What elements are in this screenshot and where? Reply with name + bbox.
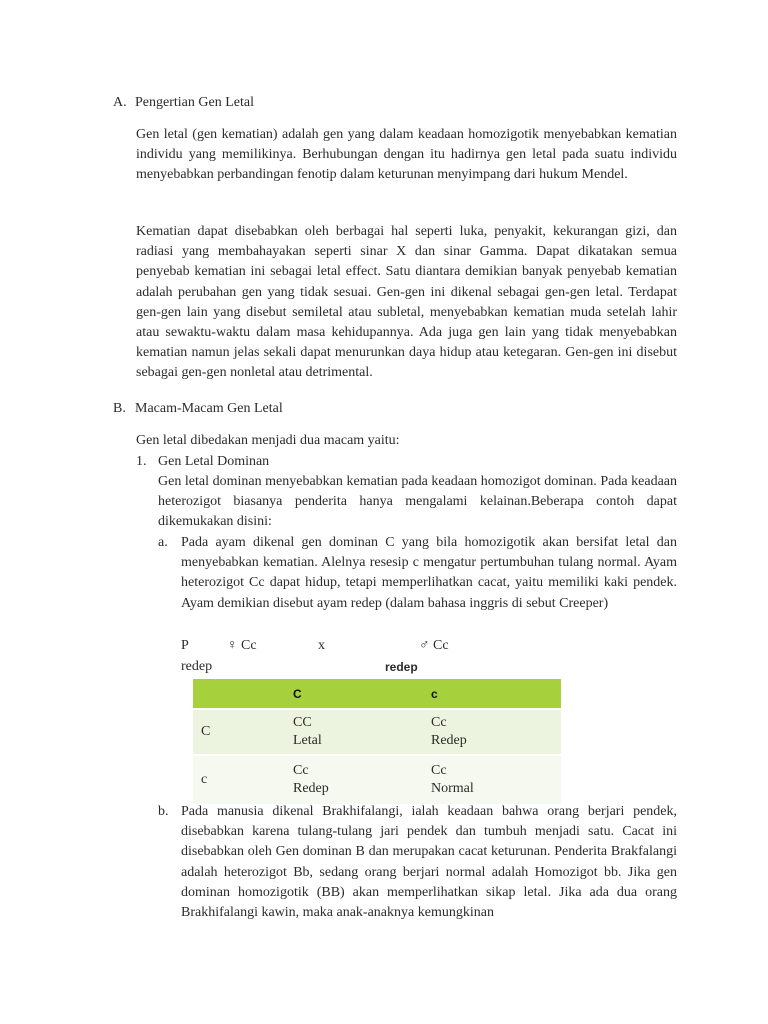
cross-female: ♀ Cc xyxy=(227,638,257,653)
sub-b-letter: b. xyxy=(158,804,169,819)
item-1-title: Gen Letal Dominan xyxy=(158,454,270,469)
section-a-number: A. xyxy=(113,95,127,110)
section-a-heading xyxy=(113,93,254,113)
cross-label-left: redep xyxy=(181,659,213,674)
sub-a-letter: a. xyxy=(158,535,168,550)
sub-b-text: Pada manusia dikenal Brakhifalangi, ialah keadaan bahwa orang berjari pendek, disebabkan karena tulang-tulang jari pendek dan tumbuh menjadi satu. Cacat ini disebabkan oleh Gen dominan B dan merupakan cacat keturunan. Penderita Brakfalangi adalah heterozigot Bb, sedang orang berjari normal adalah Homozigot bb. Jika gen dominan homozigotik (BB) akan memperlihatkan sikap letal. Jika ada dua orang Brakhifalangi kawin, maka anak-anaknya kemungkinan xyxy=(181,804,677,921)
punnett-phenotype: Redep xyxy=(293,781,329,796)
cross-x: x xyxy=(318,638,325,653)
cross-male: ♂ Cc xyxy=(419,638,449,653)
section-a-paragraph-1: Gen letal (gen kematian) adalah gen yang dalam keadaan homozigotik menyebabkan kematian individu yang memilikinya. Berhubungan dengan itu hadirnya gen letal pada suatu individu menyebabkan perbandingan fenotip dalam keturunan menyimpang dari hukum Mendel. xyxy=(136,127,677,183)
punnett-header-row xyxy=(193,679,561,708)
punnett-phenotype: Letal xyxy=(293,733,322,748)
punnett-row xyxy=(193,710,561,754)
punnett-header-allele: c xyxy=(423,679,561,708)
punnett-cell xyxy=(423,756,561,804)
punnett-cell xyxy=(285,710,423,754)
section-b-number: B. xyxy=(113,401,126,416)
punnett-row-head: C xyxy=(193,710,285,754)
punnett-header-allele: C xyxy=(285,679,423,708)
punnett-square xyxy=(193,679,561,804)
punnett-genotype: Cc xyxy=(293,763,309,778)
section-b-heading xyxy=(113,399,283,419)
punnett-phenotype: Normal xyxy=(431,781,474,796)
punnett-header-corner xyxy=(193,679,285,708)
punnett-phenotype: Redep xyxy=(431,733,467,748)
section-a-paragraph-2: Kematian dapat disebabkan oleh berbagai hal seperti luka, penyakit, kekurangan gizi, dan radiasi yang membahayakan seperti sinar X dan sinar Gamma. Dapat dikatakan semua penyebab kematian ini sebagai letal effect. Satu diantara demikian banyak penyebab kematian adalah perubahan gen yang tidak sesuai. Gen-gen ini dikenal sebagai gen-gen letal. Terdapat gen-gen lain yang disebut semiletal atau subletal, menyebabkan kematian muda setelah lahir atau sewaktu-waktu dalam masa kehidupannya. Ada juga gen lain yang tidak menyebabkan kematian namun jelas sekali dapat menurunkan daya hidup atau ketegaran. Gen-gen ini disebut sebagai gen-gen nonletal atau detrimental. xyxy=(136,224,677,381)
punnett-row xyxy=(193,756,561,804)
punnett-genotype: Cc xyxy=(431,763,447,778)
item-1-number: 1. xyxy=(136,454,147,469)
cross-label-right: redep xyxy=(385,660,418,674)
punnett-genotype: Cc xyxy=(431,715,447,730)
section-a-title: Pengertian Gen Letal xyxy=(135,95,254,110)
punnett-cell xyxy=(285,756,423,804)
cross-p: P xyxy=(181,638,189,653)
sub-a-text: Pada ayam dikenal gen dominan C yang bila homozigotik akan bersifat letal dan menyebabkan kematian. Alelnya resesip c mengatur pertumbuhan tulang normal. Ayam heterozigot Cc dapat hidup, tetapi memperlihatkan cacat, yaitu memiliki kaki pendek. Ayam demikian disebut ayam redep (dalam bahasa inggris di sebut Creeper) xyxy=(181,535,677,611)
punnett-row-head: c xyxy=(193,756,285,804)
item-1-text: Gen letal dominan menyebabkan kematian pada keadaan homozigot dominan. Pada keadaan heterozigot biasanya penderita hanya mengalami kelainan.Beberapa contoh dapat dikemukakan disini: xyxy=(158,474,677,530)
section-b-intro: Gen letal dibedakan menjadi dua macam yaitu: xyxy=(136,433,400,448)
section-b-title: Macam-Macam Gen Letal xyxy=(135,401,283,416)
punnett-genotype: CC xyxy=(293,715,312,730)
punnett-cell xyxy=(423,710,561,754)
